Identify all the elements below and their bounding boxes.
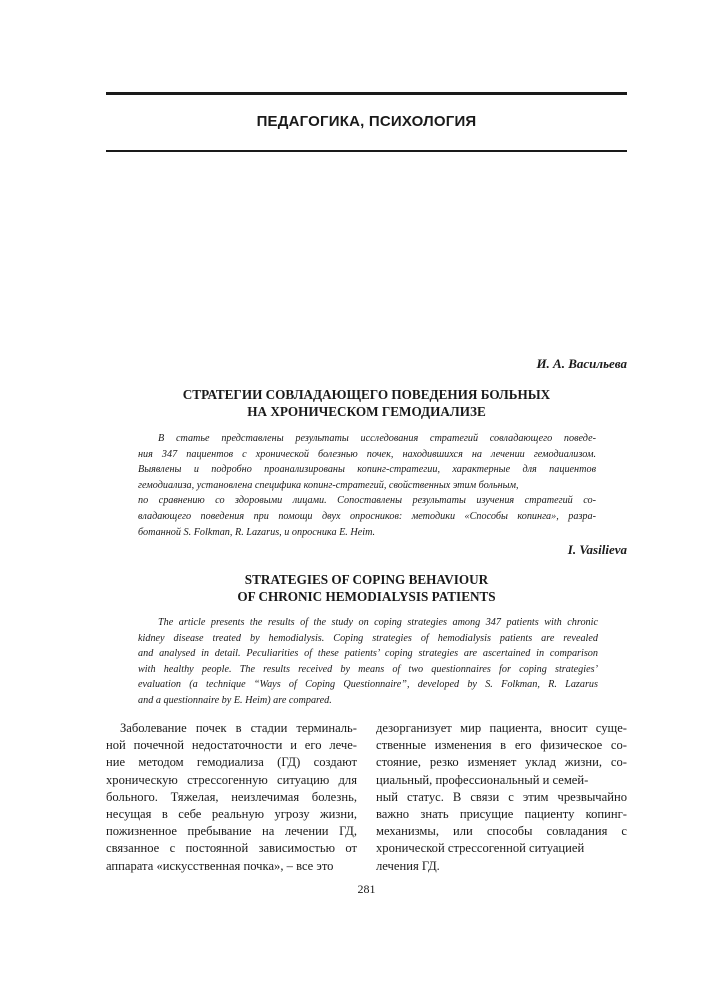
section-heading: ПЕДАГОГИКА, ПСИХОЛОГИЯ	[256, 113, 477, 130]
body-line: связанное с постоянной зависимостью от	[106, 841, 357, 856]
title-en-line: STRATEGIES OF COPING BEHAVIOUR	[244, 572, 489, 587]
body-line: пожизненное пребывание на лечении ГД,	[106, 824, 357, 839]
author-en: I. Vasilieva	[567, 542, 627, 557]
body-line: механизмы, или способы совладания с	[376, 824, 627, 839]
header-bottom-rule	[106, 150, 627, 152]
abstract-en	[138, 615, 598, 709]
abstract-ru-line: владающего поведения при помощи двух опросников: методики «Способы копинга», разра-	[138, 510, 596, 522]
abstract-ru-line: ния 347 пациентов с хронической болезнью почек, находившихся на лечении гемодиализом.	[138, 448, 596, 460]
abstract-en-line: with healthy people. The results received by means of two questionnaires for coping strategies’	[138, 663, 598, 675]
body-line: дезорганизует мир пациента, вносит суще-	[376, 721, 627, 735]
body-line: несущая в себе реальную угрозу жизни,	[106, 807, 357, 822]
abstract-en-line: and a questionnaire by E. Heim) are compared.	[138, 694, 332, 706]
body-column-left	[106, 720, 357, 875]
abstract-ru	[138, 431, 596, 540]
body-line: циальный, профессиональный и семей-	[376, 772, 589, 787]
page-number: 281	[357, 882, 376, 896]
abstract-en-line: and analysed in detail. Peculiarities of these patients’ coping strategies are ascertained in comparison	[138, 648, 598, 660]
body-line: хронической стрессогенной ситуацией	[376, 841, 585, 856]
body-line: ной почечной недостаточности и его лече-	[106, 738, 357, 753]
abstract-en-line: The article presents the results of the study on coping strategies among 347 patients with chronic	[158, 617, 598, 628]
body-line: хроническую стрессогенную ситуацию для	[106, 772, 357, 787]
header-top-rule	[106, 92, 627, 95]
body-line: ный статус. В связи с этим чрезвычайно	[376, 789, 627, 804]
abstract-ru-line: Выявлены и подробно проанализированы копинг-стратегии, характерные для пациентов	[138, 464, 596, 476]
abstract-en-line: evaluation (a technique “Ways of Coping Questionnaire”, developed by S. Folkman, R. Lazarus	[138, 679, 598, 691]
abstract-ru-line: гемодиализа, установлена специфика копинг-стратегий, свойственных этим больным,	[138, 479, 519, 491]
body-line: ственные изменения в его физическое со-	[376, 738, 627, 753]
title-ru	[106, 386, 627, 420]
title-en	[106, 571, 627, 605]
title-ru-line: НА ХРОНИЧЕСКОМ ГЕМОДИАЛИЗЕ	[247, 404, 486, 419]
body-line: Заболевание почек в стадии терминаль-	[120, 721, 357, 735]
body-line: аппарата «искусственная почка», – все это	[106, 858, 334, 873]
body-line: лечения ГД.	[376, 858, 440, 873]
abstract-en-line: kidney disease treated by hemodialysis. Coping strategies of hemodialysis patients are revealed	[138, 632, 598, 644]
body-line: стояние, резко изменяет уклад жизни, со-	[376, 755, 627, 770]
body-column-right	[376, 720, 627, 875]
abstract-ru-line: В статье представлены результаты исследования стратегий совладающего поведе-	[158, 433, 596, 444]
title-en-line: OF CHRONIC HEMODIALYSIS PATIENTS	[237, 589, 496, 604]
abstract-ru-line: ботанной S. Folkman, R. Lazarus, и опросника E. Heim.	[138, 526, 376, 538]
title-ru-line: СТРАТЕГИИ СОВЛАДАЮЩЕГО ПОВЕДЕНИЯ БОЛЬНЫХ	[182, 387, 551, 402]
body-line: ние методом гемодиализа (ГД) создают	[106, 755, 357, 770]
abstract-ru-line: по сравнению со здоровыми лицами. Сопоставлены результаты изучения стратегий со-	[138, 495, 596, 507]
author-ru: И. А. Васильева	[536, 356, 627, 371]
body-line: больного. Тяжелая, неизлечимая болезнь,	[106, 789, 357, 804]
body-line: важно знать присущие пациенту копинг-	[376, 807, 627, 822]
